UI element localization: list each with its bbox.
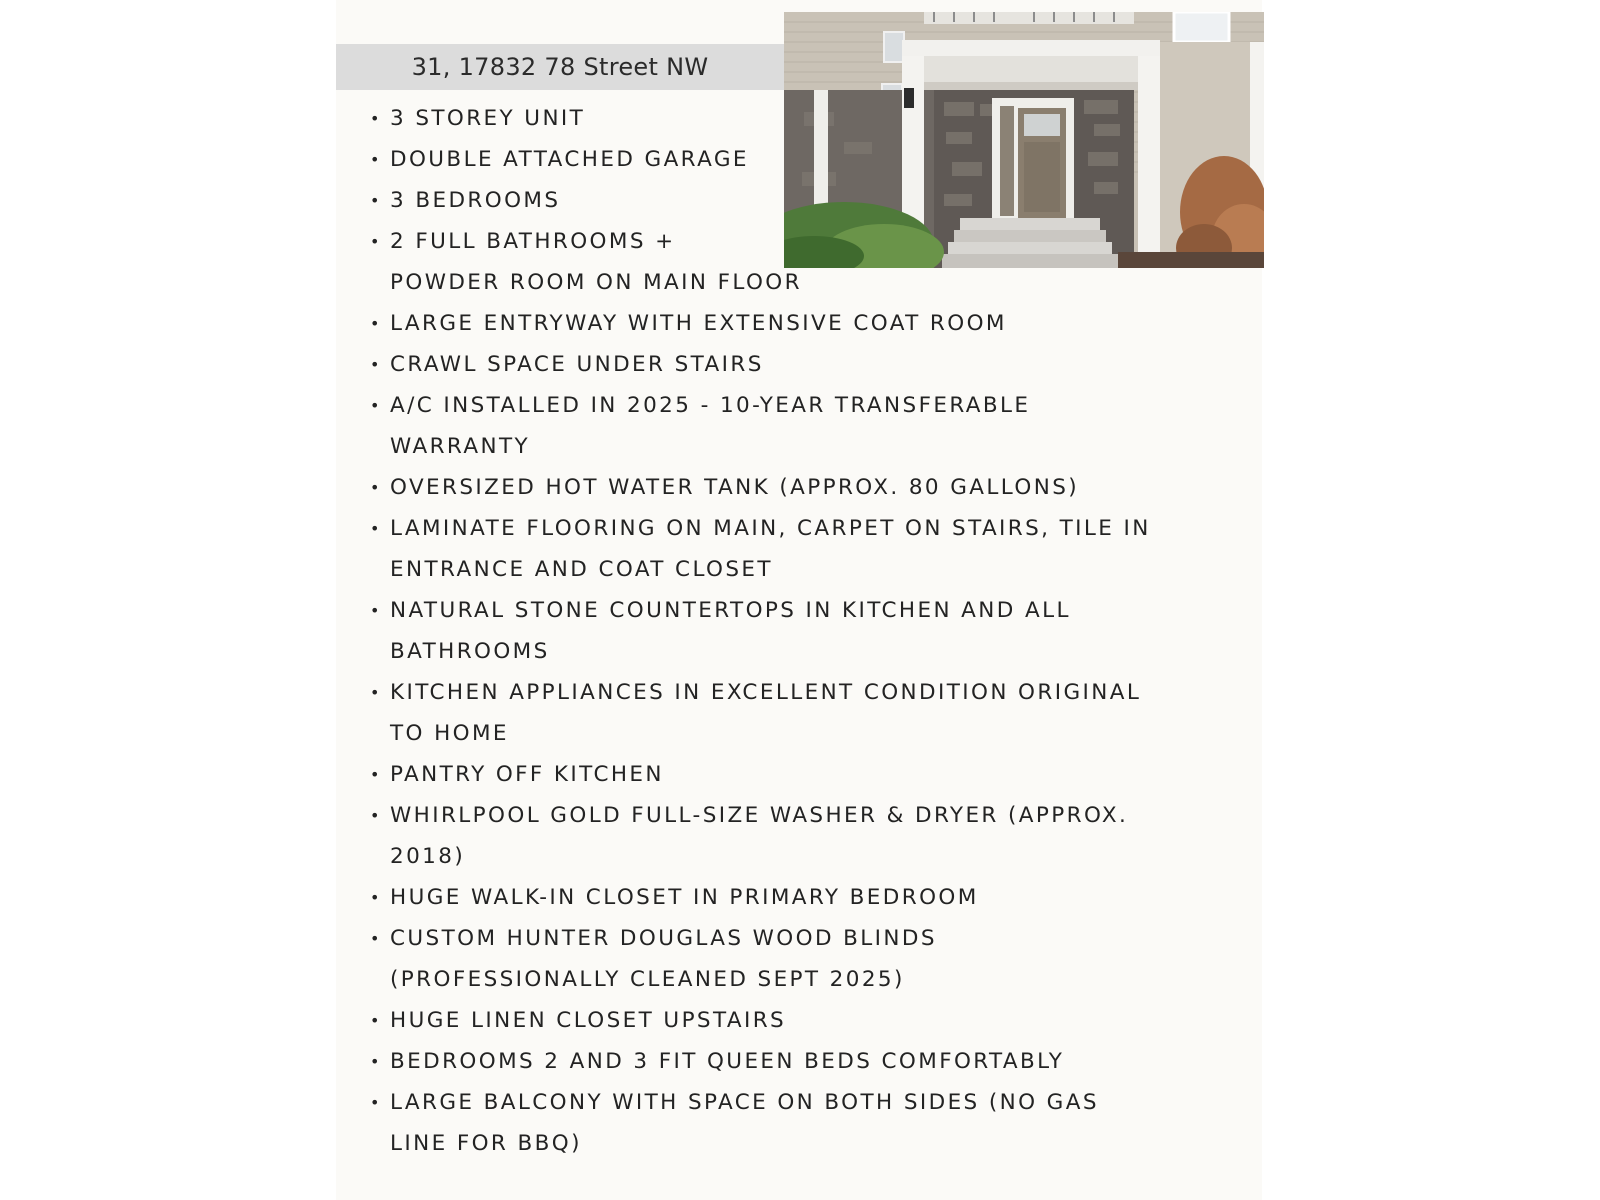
address-text: 31, 17832 78 Street NW xyxy=(411,53,709,81)
feature-item: • CUSTOM HUNTER DOUGLAS WOOD BLINDS (PROFESSIONALLY CLEANED SEPT 2025) xyxy=(370,918,1230,1000)
feature-item: • KITCHEN APPLIANCES IN EXCELLENT CONDITION ORIGINAL TO HOME xyxy=(370,672,1230,754)
feature-item: • WHIRLPOOL GOLD FULL-SIZE WASHER & DRYER (APPROX. 2018) xyxy=(370,795,1230,877)
feature-item: • LARGE ENTRYWAY WITH EXTENSIVE COAT ROOM xyxy=(370,303,1230,344)
feature-item: • CRAWL SPACE UNDER STAIRS xyxy=(370,344,1230,385)
feature-item: • 2 FULL BATHROOMS + POWDER ROOM ON MAIN FLOOR xyxy=(370,221,1230,303)
feature-item: • A/C INSTALLED IN 2025 - 10-YEAR TRANSFERABLE WARRANTY xyxy=(370,385,1230,467)
feature-item: • OVERSIZED HOT WATER TANK (APPROX. 80 GALLONS) xyxy=(370,467,1230,508)
feature-item: • LAMINATE FLOORING ON MAIN, CARPET ON STAIRS, TILE IN ENTRANCE AND COAT CLOSET xyxy=(370,508,1230,590)
feature-item: • 3 STOREY UNIT xyxy=(370,98,1230,139)
feature-item: • BEDROOMS 2 AND 3 FIT QUEEN BEDS COMFORTABLY xyxy=(370,1041,1230,1082)
feature-item: • HUGE LINEN CLOSET UPSTAIRS xyxy=(370,1000,1230,1041)
feature-item: • LARGE BALCONY WITH SPACE ON BOTH SIDES (NO GAS LINE FOR BBQ) xyxy=(370,1082,1230,1164)
feature-item: • PANTRY OFF KITCHEN xyxy=(370,754,1230,795)
feature-list xyxy=(370,98,1230,1164)
feature-item: • NATURAL STONE COUNTERTOPS IN KITCHEN AND ALL BATHROOMS xyxy=(370,590,1230,672)
address-header xyxy=(336,44,784,90)
feature-item: • DOUBLE ATTACHED GARAGE xyxy=(370,139,1230,180)
feature-item: • HUGE WALK-IN CLOSET IN PRIMARY BEDROOM xyxy=(370,877,1230,918)
listing-sheet xyxy=(336,0,1262,1200)
feature-item: • 3 BEDROOMS xyxy=(370,180,1230,221)
